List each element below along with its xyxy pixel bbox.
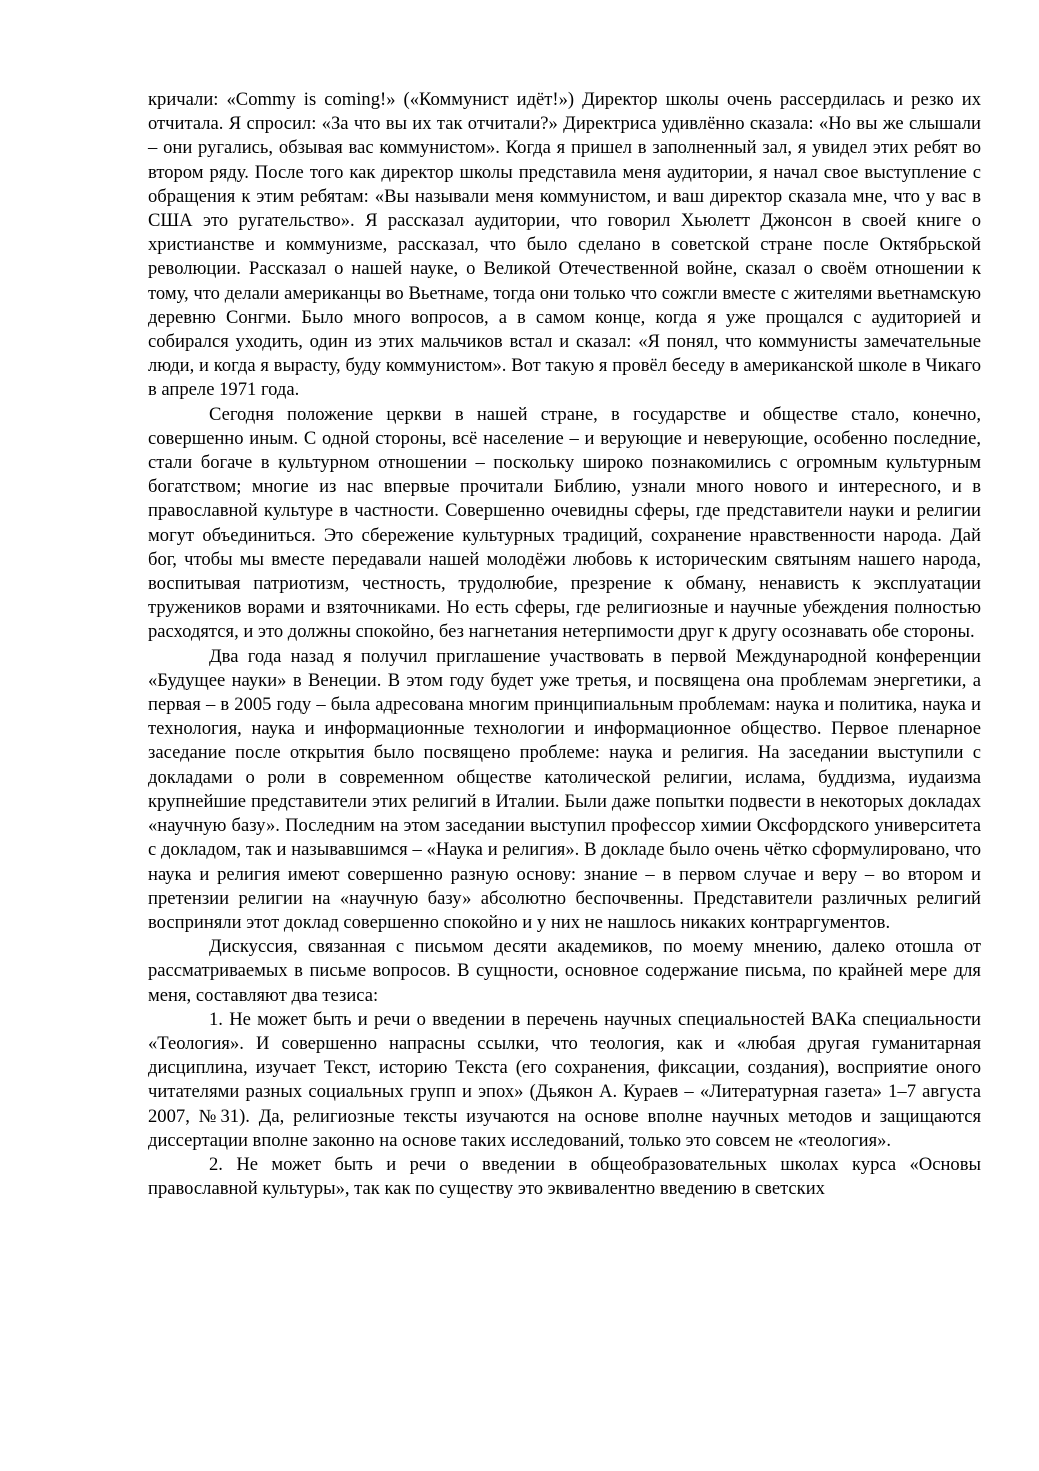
paragraph-thesis-1: 1. Не может быть и речи о введении в перечень научных специальностей ВАКа специальности «Теология». И совершенно напрасны ссылки, что теология, как и «любая другая гуманитарная дисциплина, изучает Текст, историю Текста (его сохранения, фиксации, создания), восприятие оного читателями разных социальных групп и эпох» (Дьякон А. Кураев – «Литературная газета» 1–7 августа 2007, №31). Да, религиозные тексты изучаются на основе вполне научных методов и защищаются диссертации вполне законно на основе таких исследований, только это совсем не «теология».	[148, 1008, 981, 1151]
paragraph-2: Сегодня положение церкви в нашей стране, в государстве и обществе стало, конечно, совершенно иным. С одной стороны, всё население – и верующие и неверующие, особенно последние, стали богаче в культурном отношении – поскольку широко познакомились с огромным культурным богатством; многие из нас впервые прочитали Библию, узнали много нового и интересного, и в православной культуре в частности. Совершенно очевидны сферы, где представители науки и религии могут объединиться. Это сбережение культурных традиций, сохранение нравственности народа. Дай бог, чтобы мы вместе передавали нашей молодёжи любовь к историческим святыням нашего народа, воспитывая патриотизм, честность, трудолюбие, презрение к обману, ненависть к эксплуатации тружеников ворами и взяточниками. Но есть сферы, где религиозные и научные убеждения полностью расходятся, и это должны спокойно, без нагнетания нетерпимости друг к другу осознавать обе стороны.	[148, 403, 981, 643]
document-page	[148, 88, 981, 1201]
paragraph-thesis-2: 2. Не может быть и речи о введении в общеобразовательных школах курса «Основы православной культуры», так как по существу это эквивалентно введению в светских	[148, 1153, 981, 1200]
paragraph-1: кричали: «Commy is coming!» («Коммунист идёт!») Директор школы очень рассердилась и резко их отчитала. Я спросил: «За что вы их так отчитали?» Директриса удивлённо сказала: «Но вы же слышали – они ругались, обзывая вас коммунистом». Когда я пришел в заполненный зал, я увидел этих ребят во втором ряду. После того как директор школы представила меня аудитории, я начал свое выступление с обращения к этим ребятам: «Вы называли меня коммунистом, и ваш директор сказала мне, что у вас в США это ругательство». Я рассказал аудитории, что говорил Хьюлетт Джонсон в своей книге о христианстве и коммунизме, рассказал, что было сделано в советской стране после Октябрьской революции. Рассказал о нашей науке, о Великой Отечественной войне, сказал о своём отношении к тому, что делали американцы во Вьетнаме, тогда они только что сожгли вместе с жителями вьетнамскую деревню Сонгми. Было много вопросов, а в самом конце, когда я уже прощался с аудиторией и собирался уходить, один из этих мальчиков встал и сказал: «Я понял, что коммунисты замечательные люди, и когда я вырасту, буду коммунистом». Вот такую я провёл беседу в американской школе в Чикаго в апреле 1971 года.	[148, 89, 981, 401]
paragraph-3: Два года назад я получил приглашение участвовать в первой Международной конференции «Будущее науки» в Венеции. В этом году будет уже третья, и посвящена она проблемам энергетики, а первая – в 2005 году – была адресована многим принципиальным проблемам: наука и политика, наука и технология, наука и информационные технологии и информационное общество. Первое пленарное заседание после открытия было посвящено проблеме: наука и религия. На заседании выступили с докладами о роли в современном обществе католической религии, ислама, буддизма, иудаизма крупнейшие представители этих религий в Италии. Были даже попытки подвести в некоторых докладах «научную базу». Последним на этом заседании выступил профессор химии Оксфордского университета с докладом, так и называвшимся – «Наука и религия». В докладе было очень чётко сформулировано, что наука и религия имеют совершенно разную основу: знание – в первом случае и веру – во втором и претензии религии на «научную базу» абсолютно беспочвенны. Представители различных религий восприняли этот доклад совершенно спокойно и у них не нашлось никаких контраргументов.	[148, 645, 981, 933]
paragraph-4: Дискуссия, связанная с письмом десяти академиков, по моему мнению, далеко отошла от рассматриваемых в письме вопросов. В сущности, основное содержание письма, по крайней мере для меня, составляют два тезиса:	[148, 936, 981, 1006]
